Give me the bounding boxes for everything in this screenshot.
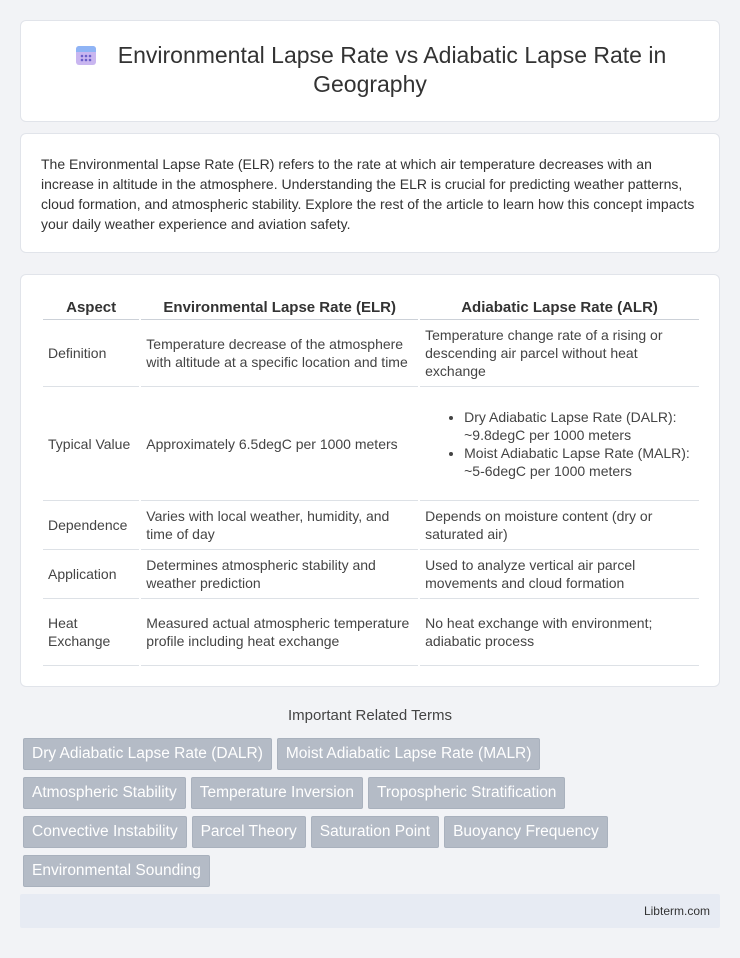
row-aspect: Application — [43, 550, 139, 599]
row-aspect: Heat Exchange — [43, 599, 139, 666]
header-aspect: Aspect — [43, 295, 139, 320]
title-wrap — [21, 41, 719, 99]
row-elr: Measured actual atmospheric temperature profile including heat exchange — [141, 599, 418, 666]
intro-card — [20, 133, 720, 253]
comparison-table — [41, 295, 701, 666]
page-title-text: Environmental Lapse Rate vs Adiabatic Lapse Rate in Geography — [117, 42, 667, 97]
row-aspect: Typical Value — [43, 387, 139, 501]
calendar-icon — [74, 43, 98, 67]
row-elr: Varies with local weather, humidity, and time of day — [141, 501, 418, 550]
table-row — [43, 599, 699, 666]
related-term-tag[interactable]: Tropospheric Stratification — [368, 777, 565, 809]
list-item: • Dry Adiabatic Lapse Rate (DALR): ~9.8degC per 1000 meters — [464, 408, 694, 444]
page-title — [21, 41, 719, 99]
header-alr: Adiabatic Lapse Rate (ALR) — [420, 295, 699, 320]
table-header-row — [43, 295, 699, 320]
header-card — [20, 20, 720, 122]
row-aspect: Dependence — [43, 501, 139, 550]
related-term-tag[interactable]: Dry Adiabatic Lapse Rate (DALR) — [23, 738, 272, 770]
row-alr — [420, 387, 699, 501]
related-term-tag[interactable]: Temperature Inversion — [191, 777, 363, 809]
intro-text: The Environmental Lapse Rate (ELR) refers to the rate at which air temperature decreases with an increase in altitude in the atmosphere. Understanding the ELR is crucial for predicting weather patterns, cloud formation, and atmospheric stability. Explore the rest of the article to learn how this concept impacts your daily weather experience and aviation safety. — [41, 156, 695, 232]
row-aspect: Definition — [43, 320, 139, 387]
related-term-tag[interactable]: Convective Instability — [23, 816, 187, 848]
row-elr: Approximately 6.5degC per 1000 meters — [141, 387, 418, 501]
related-term-tag[interactable]: Parcel Theory — [192, 816, 306, 848]
row-alr: Temperature change rate of a rising or descending air parcel without heat exchange — [420, 320, 699, 387]
related-terms-title: Important Related Terms — [288, 707, 452, 724]
table-row — [43, 550, 699, 599]
related-terms-list — [21, 738, 721, 894]
related-term-tag[interactable]: Environmental Sounding — [23, 855, 210, 887]
row-alr: No heat exchange with environment; adiabatic process — [420, 599, 699, 666]
row-elr: Temperature decrease of the atmosphere with altitude at a specific location and time — [141, 320, 418, 387]
footer — [20, 894, 720, 928]
related-term-tag[interactable]: Saturation Point — [311, 816, 439, 848]
related-term-tag[interactable]: Moist Adiabatic Lapse Rate (MALR) — [277, 738, 541, 770]
list-item: • Moist Adiabatic Lapse Rate (MALR): ~5-6degC per 1000 meters — [464, 444, 694, 480]
table-row — [43, 501, 699, 550]
alr-value-list — [425, 408, 694, 480]
row-alr: Used to analyze vertical air parcel movements and cloud formation — [420, 550, 699, 599]
comparison-card — [20, 274, 720, 687]
row-elr: Determines atmospheric stability and weather prediction — [141, 550, 418, 599]
related-term-tag[interactable]: Atmospheric Stability — [23, 777, 186, 809]
footer-site-link[interactable]: Libterm.com — [643, 904, 710, 918]
table-row — [43, 320, 699, 387]
table-row — [43, 387, 699, 501]
related-term-tag[interactable]: Buoyancy Frequency — [444, 816, 608, 848]
row-alr: Depends on moisture content (dry or saturated air) — [420, 501, 699, 550]
header-elr: Environmental Lapse Rate (ELR) — [141, 295, 418, 320]
